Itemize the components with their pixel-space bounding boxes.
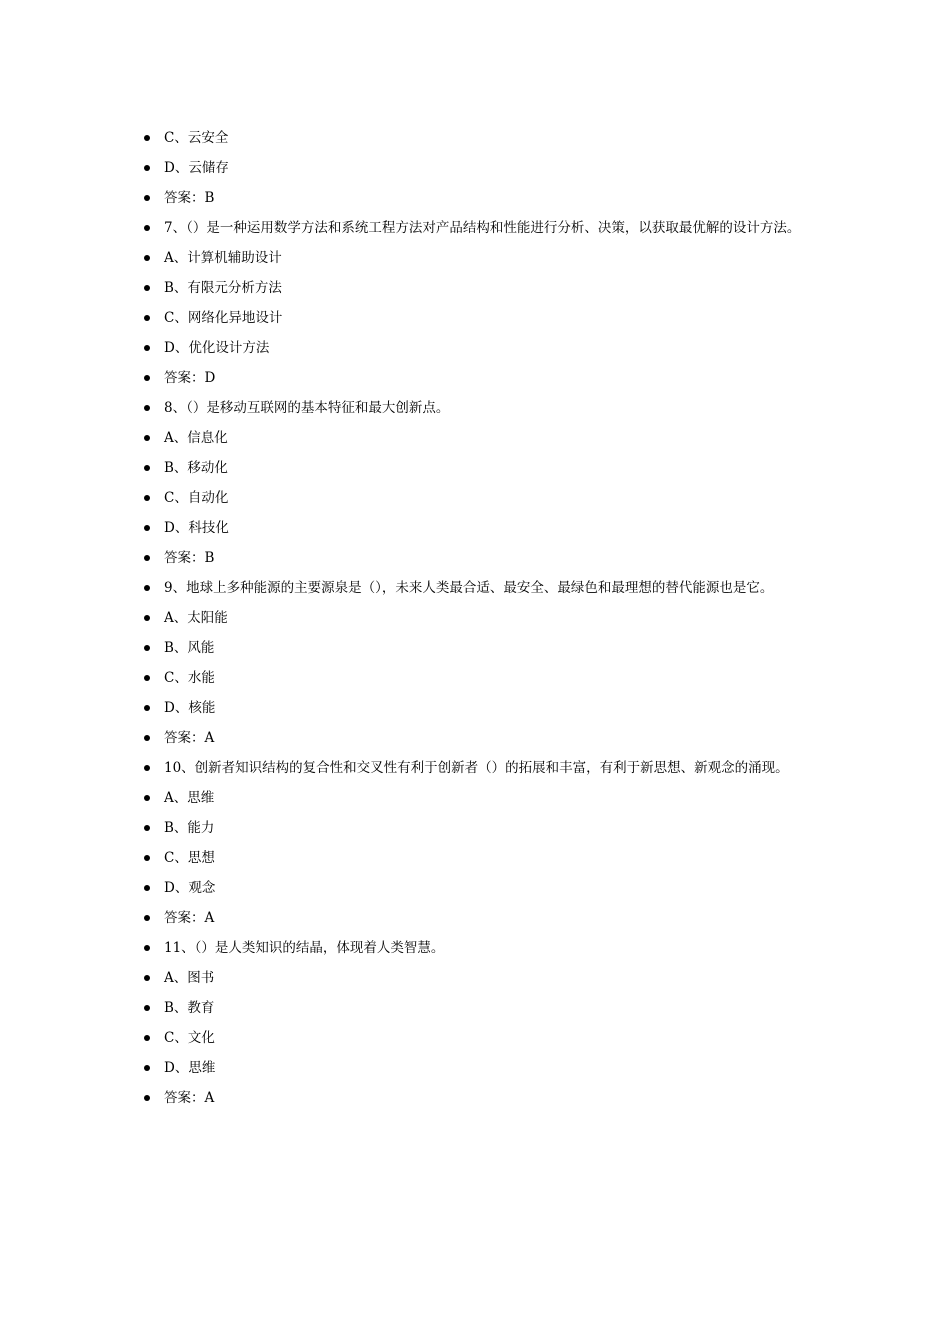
list-item-text: 答案：A [164, 910, 215, 926]
list-item-text: B、能力 [164, 820, 215, 836]
list-item-text: D、核能 [164, 700, 216, 716]
list-item-text: 答案：A [164, 730, 215, 746]
list-item-option-b [144, 633, 810, 663]
list-item-text: 答案：B [164, 190, 215, 206]
list-item-text: B、风能 [164, 640, 215, 656]
list-item-option-c [144, 843, 810, 873]
list-item-text: 答案：B [164, 550, 215, 566]
list-item-option-a [144, 243, 810, 273]
bullet-icon [144, 645, 150, 651]
list-item-text: 7、（）是一种运用数学方法和系统工程方法对产品结构和性能进行分析、决策，以获取最优解的设计方法。 [164, 220, 801, 236]
bullet-icon [144, 405, 150, 411]
list-item-text: A、信息化 [164, 430, 228, 446]
bullet-icon [144, 165, 150, 171]
bullet-icon [144, 1035, 150, 1041]
list-item-text: A、计算机辅助设计 [164, 250, 282, 266]
list-item-option-b [144, 453, 810, 483]
bullet-icon [144, 435, 150, 441]
bullet-icon [144, 1005, 150, 1011]
list-item-option-b [144, 273, 810, 303]
bullet-icon [144, 1065, 150, 1071]
list-item-option-c [144, 1023, 810, 1053]
bullet-icon [144, 855, 150, 861]
list-item-text: D、云储存 [164, 160, 229, 176]
list-item-question-7 [144, 213, 810, 243]
bullet-icon [144, 795, 150, 801]
bullet-icon [144, 735, 150, 741]
list-item-answer [144, 363, 810, 393]
list-item-option-c [144, 123, 810, 153]
list-item-option-a [144, 603, 810, 633]
list-item-text: D、观念 [164, 880, 216, 896]
bullet-icon [144, 825, 150, 831]
list-item-text: 9、地球上多种能源的主要源泉是（），未来人类最合适、最安全、最绿色和最理想的替代能源也是它。 [164, 580, 774, 596]
list-item-text: A、思维 [164, 790, 215, 806]
list-item-question-11 [144, 933, 810, 963]
list-item-text: 答案：A [164, 1090, 215, 1106]
list-item-text: C、自动化 [164, 490, 229, 506]
list-item-text: 8、（）是移动互联网的基本特征和最大创新点。 [164, 400, 450, 416]
list-item-option-c [144, 303, 810, 333]
list-item-option-b [144, 813, 810, 843]
bullet-icon [144, 885, 150, 891]
bullet-icon [144, 495, 150, 501]
list-item-option-d [144, 513, 810, 543]
bullet-icon [144, 255, 150, 261]
bullet-icon [144, 465, 150, 471]
bullet-icon [144, 585, 150, 591]
list-item-text: C、思想 [164, 850, 215, 866]
list-item-option-d [144, 873, 810, 903]
list-item-answer [144, 723, 810, 753]
bullet-icon [144, 195, 150, 201]
bullet-icon [144, 285, 150, 291]
bullet-icon [144, 135, 150, 141]
list-item-text: D、思维 [164, 1060, 216, 1076]
list-item-option-d [144, 153, 810, 183]
list-item-text: C、网络化异地设计 [164, 310, 283, 326]
list-item-text: C、云安全 [164, 130, 229, 146]
bullet-icon [144, 525, 150, 531]
list-item-option-b [144, 993, 810, 1023]
list-item-text: C、文化 [164, 1030, 215, 1046]
list-item-text: A、图书 [164, 970, 215, 986]
bullet-icon [144, 975, 150, 981]
list-item-option-d [144, 333, 810, 363]
list-item-text: B、教育 [164, 1000, 215, 1016]
question-list [144, 123, 810, 1113]
list-item-text: 11、（）是人类知识的结晶，体现着人类智慧。 [164, 940, 445, 956]
list-item-text: C、水能 [164, 670, 215, 686]
list-item-text: D、优化设计方法 [164, 340, 270, 356]
bullet-icon [144, 225, 150, 231]
bullet-icon [144, 765, 150, 771]
bullet-icon [144, 1095, 150, 1101]
bullet-icon [144, 945, 150, 951]
list-item-text: D、科技化 [164, 520, 229, 536]
list-item-question-9 [144, 573, 810, 603]
bullet-icon [144, 705, 150, 711]
list-item-option-a [144, 423, 810, 453]
list-item-text: 答案：D [164, 370, 216, 386]
list-item-answer [144, 1083, 810, 1113]
list-item-text: B、有限元分析方法 [164, 280, 282, 296]
list-item-answer [144, 903, 810, 933]
bullet-icon [144, 315, 150, 321]
bullet-icon [144, 375, 150, 381]
list-item-question-10 [144, 753, 810, 783]
list-item-text: A、太阳能 [164, 610, 228, 626]
bullet-icon [144, 555, 150, 561]
bullet-icon [144, 915, 150, 921]
list-item-answer [144, 183, 810, 213]
list-item-answer [144, 543, 810, 573]
list-item-option-c [144, 483, 810, 513]
list-item-option-a [144, 783, 810, 813]
bullet-icon [144, 615, 150, 621]
bullet-icon [144, 675, 150, 681]
list-item-option-a [144, 963, 810, 993]
bullet-icon [144, 345, 150, 351]
list-item-option-d [144, 693, 810, 723]
list-item-text: 10、创新者知识结构的复合性和交叉性有利于创新者（）的拓展和丰富，有利于新思想、新观念的涌现。 [164, 760, 789, 776]
list-item-option-c [144, 663, 810, 693]
list-item-question-8 [144, 393, 810, 423]
list-item-text: B、移动化 [164, 460, 228, 476]
list-item-option-d [144, 1053, 810, 1083]
